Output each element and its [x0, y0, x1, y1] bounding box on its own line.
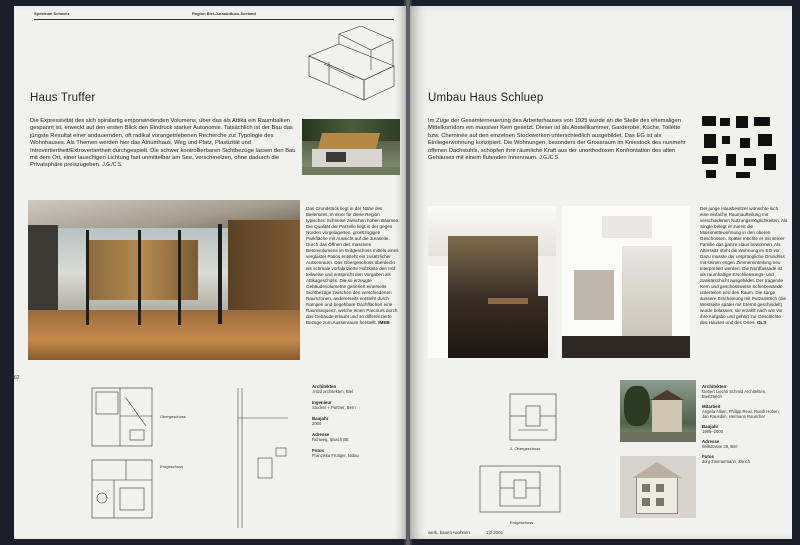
exterior-photo-1 [620, 380, 696, 442]
upper-floor-plan [90, 386, 154, 448]
left-page [14, 6, 406, 539]
left-column-signature: IMEB [378, 320, 390, 325]
footer-issue: 1|2 2001 [486, 530, 504, 535]
header-rule [34, 19, 394, 20]
right-title: Umbau Haus Schluep [428, 92, 544, 104]
left-facts [312, 384, 402, 458]
right-page [410, 6, 792, 539]
fact-baujahr: Baujahr 2000 [312, 416, 329, 426]
left-intro [30, 118, 300, 170]
footer-journal: werk, bauen+wohnen [428, 530, 470, 535]
left-column-text [306, 206, 400, 326]
right-facts [702, 384, 786, 464]
left-title: Haus Truffer [30, 92, 96, 104]
ground-floor-label-right: Erdgeschoss [510, 520, 534, 525]
axonometric-drawing [299, 26, 399, 102]
interior-photo-2 [562, 206, 690, 358]
fact-fotos: Fotos Franziska Frutiger, Nidau [312, 448, 359, 458]
right-column-signature: GLS [756, 320, 767, 325]
fact-fotos-r: Fotos Jürg Zimmermann, Zürich [702, 454, 750, 464]
section-label: Spektrum Schweiz [34, 11, 70, 16]
right-intro-signature: J.G./C.S. [539, 155, 560, 162]
upper-floor-label: Obergeschoss [160, 414, 186, 419]
model-photo [620, 456, 696, 518]
site-plan [228, 388, 298, 528]
fact-ingenieur: Ingenieur Stocker + Partner, Bern [312, 400, 356, 410]
fact-adresse-r: Adresse Willstrasse 39, Biel [702, 439, 738, 449]
page-number: 62 [14, 375, 20, 381]
ground-floor-label: Erdgeschoss [160, 464, 184, 469]
exterior-photo [302, 119, 400, 175]
interior-photo-1 [428, 206, 556, 358]
fact-architekten: Architekten :mlzd architekten, Biel [312, 384, 353, 394]
second-floor-plan [508, 392, 558, 442]
right-intro [428, 118, 690, 162]
interior-photo [28, 200, 300, 360]
fact-adresse: Adresse Ruhweg, Ipsach BE [312, 432, 349, 442]
right-intro-text: Im Zuge der Gesamterneuerung des Arbeiterhauses von 1925 wurde an die Stelle des ehemaligen Mittelkorridors ein massiver Kern gesetzt. Dieser ist als Abstellkammer, Garderobe, Küche, Toilette bzw. Cheminée auf den einzelnen Stockwerken unterschiedlich ausgebildet. Das EG ist als Einliegerwohnung konzipiert. Die Wohnungen, besonders der Grossraum im Kniestock des nunmehr offenen Dachstuhls, schöpfen ihre räumliche Kraft aus der unorthodoxen Konfrontation des alten Gehäuses mit einem flutenden Innenraum. [428, 118, 686, 162]
fact-baujahr-r: Baujahr 1998–2000 [702, 424, 723, 434]
ground-floor-plan [90, 458, 154, 520]
left-intro-text: Die Expressivität des sich spiralartig emporwindenden Volumens, über das als Attika ein Raumbalken gespannt ist, erweckt auf den ersten Blick den Eindruck starker Autonomie. Tatsächlich ist der Bau das jüngste Resultat einer andauernden, oft radikal vorangetriebenen Recherche zur Typologie des Wohnhauses. Als Themen werden hier das Atriumhaus, Weg und Platz, Plastizität und Introvertiertheit/Extrovertiertheit durchgespielt. Die schwer kontrollierbaren Sichtbezüge lassen den Bau mit dem Ort, einer lauschigen Lichtung fast unmittelbar am See, verschmelzen, ohne dadurch die Privatsphäre preiszugeben. [30, 118, 296, 169]
fact-architekten-r: Architekten Gebert Liechti Schmid Architekten, Biel/Zürich [702, 384, 767, 399]
right-column-text [700, 206, 788, 326]
site-map [700, 114, 784, 180]
fact-mitarbeit-r: Mitarbeit Angela Allam, Philipp Rewi, Ruedi Hoben, Jan Rausdim, Hermann Rauscher [702, 404, 780, 419]
region-label: Region Biel-Jurasüdfuss-Seeland [192, 11, 256, 16]
ground-floor-plan-right [476, 462, 566, 516]
left-intro-signature: J.G./C.S. [102, 162, 123, 169]
second-floor-label: 2. Obergeschoss [510, 446, 541, 451]
right-column-body: Der junge Hausbesitzer wünschte sich eine einfache Raumaufteilung mit verschiedenen Nutzungsmöglichkeiten. Als Single belegt er zuerst die Maisonettewohnung in den oberen Geschossen. Später möchte er mit seiner Familie das ganze Haus bewohnen. Als Alterssitz steht die Wohnung im EG vor. Dazu musste der ursprüngliche Grundriss mit seinen engen Zimmereinteilung neu interpretiert werden. Die Nordfassade ist als raumhaltige Erschliessungs- und Sanitärschicht ausgebildet. Der tragende Kern und geschossweise Schiebewände unterteilen neu den Raum. Die karge äussere Erscheinung mit Putzanstrich (die Westseite später mit Eternit geschindelt) wurde belassen; sie erzählt nach wie vor ihre Aufgabe und gehört zur Geschichte des Hauses und des Ortes. [700, 206, 788, 325]
left-column-body: Das Grundstück liegt in der Nähe des Bielersees, in einer für diese Region typischen Schneise zwischen hohen Bäumen. Die Qualität der Parzelle liegt in der gegen Norden vorgelagerten, grosszügigen Parkfläche mit Aussicht auf die Juraseite. Durch das Öffnen des massiven Betonvolumens im Erdgeschoss mittels eines verglaster Patios entsteht ein zusätzlicher Aussenraum. Das Obergeschoss überdeckt als schmale vorfabrizierte Holzkiste den Hof teilweise und entspricht den Vorgaben als Attikageschoss. Die so erzeugte Gebäudevolumetrie generiert einerseits Sichtbezüge zwischen den verschiedenen Raumzonen, andererseits entsteht durch Rampen und begehbare Dachflächen eine Raumsequenz, welche einen Parcours durch das Gebäude erlaubt und so differenzierte Bezüge zum Aussenraum herstellt. [306, 206, 400, 325]
